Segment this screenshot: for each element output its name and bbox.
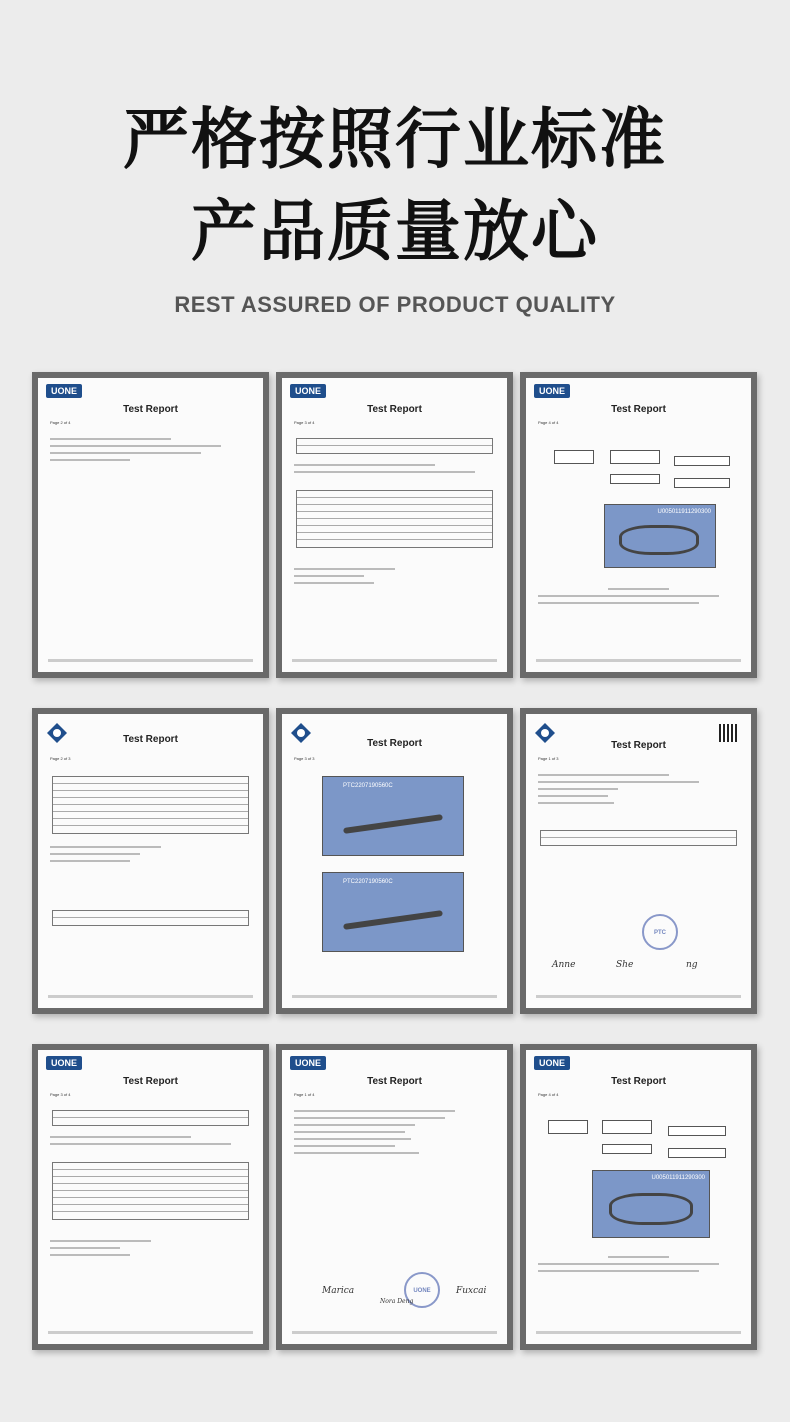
- report-page: [526, 378, 751, 672]
- page-number: Page 2 of 3: [50, 756, 71, 761]
- headline-subtitle: REST ASSURED OF PRODUCT QUALITY: [174, 292, 616, 317]
- report-meta: [50, 420, 251, 425]
- page-number: Page 4 of 4: [538, 420, 559, 425]
- uone-logo: UONE: [46, 384, 82, 398]
- flow-box: [602, 1120, 652, 1134]
- signature-checker: Nora Deng: [380, 1298, 414, 1305]
- report-footer: [48, 995, 253, 998]
- page-number: Page 1 of 4: [294, 1092, 315, 1097]
- materials-table: [52, 1110, 249, 1126]
- photo-label: PTC2207190560C: [343, 879, 393, 885]
- certification-stamp-icon: [642, 914, 678, 950]
- report-meta: [538, 1092, 739, 1097]
- report-page: [282, 714, 507, 1008]
- page-number: Page 3 of 3: [294, 756, 315, 761]
- results-table: [52, 776, 249, 834]
- report-title: Test Report: [367, 1076, 422, 1087]
- report-frame-8: [276, 1044, 513, 1350]
- headline-line-1: 严格按照行业标准: [123, 101, 667, 178]
- flow-box: [610, 450, 660, 464]
- flow-box: [674, 456, 730, 466]
- report-title: Test Report: [367, 404, 422, 415]
- signature-approver: Fuxcai: [456, 1286, 487, 1296]
- text-lines: [294, 464, 495, 478]
- report-footer: [536, 1331, 741, 1334]
- report-page: [282, 1050, 507, 1344]
- report-frame-4: [32, 708, 269, 1014]
- report-meta: [538, 756, 739, 761]
- report-footer: [48, 659, 253, 662]
- signature-preparer: Anne: [552, 960, 576, 970]
- sample-tube: [609, 1193, 693, 1225]
- notes-lines: [50, 1240, 251, 1261]
- sample-photo: [604, 504, 716, 568]
- report-page: [526, 714, 751, 1008]
- report-page: [38, 714, 263, 1008]
- report-title: Test Report: [123, 734, 178, 745]
- flow-box: [554, 450, 594, 464]
- photo-label: PTC2207190560C: [343, 783, 393, 789]
- report-frame-3: [520, 372, 757, 678]
- page-number: Page 3 of 4: [294, 420, 315, 425]
- sample-photo: [322, 872, 464, 952]
- flow-box: [674, 478, 730, 488]
- photo-label: U005011911290300: [651, 1175, 705, 1181]
- report-title: Test Report: [367, 738, 422, 749]
- results-table: [296, 490, 493, 548]
- flow-box: [602, 1144, 652, 1154]
- report-footer: [536, 659, 741, 662]
- report-frame-5: [276, 708, 513, 1014]
- report-footer: [292, 659, 497, 662]
- stamp-label: PTC: [654, 930, 666, 936]
- notes-lines: [50, 846, 251, 867]
- report-meta: [50, 1092, 251, 1097]
- report-meta: [294, 420, 495, 425]
- flow-box: [668, 1148, 726, 1158]
- flow-box: [610, 474, 660, 484]
- text-lines: [50, 1136, 251, 1150]
- sample-photo: [592, 1170, 710, 1238]
- results-table: [52, 1162, 249, 1220]
- report-title: Test Report: [123, 404, 178, 415]
- report-page: [282, 378, 507, 672]
- report-footer: [48, 1331, 253, 1334]
- report-page: [526, 1050, 751, 1344]
- page-number: Page 1 of 3: [538, 756, 559, 761]
- report-meta: [294, 1092, 495, 1097]
- report-title: Test Report: [611, 740, 666, 751]
- stamp-label: UONE: [413, 1288, 431, 1294]
- signature-preparer: Marica: [322, 1286, 355, 1296]
- report-frame-7: [32, 1044, 269, 1350]
- page-number: Page 4 of 4: [538, 1092, 559, 1097]
- uone-logo: UONE: [534, 1056, 570, 1070]
- sample-tube: [343, 814, 443, 834]
- materials-table: [52, 910, 249, 926]
- report-meta: [294, 756, 495, 761]
- hero-banner: [0, 0, 790, 360]
- report-meta: [50, 756, 251, 761]
- sample-tube: [619, 525, 699, 555]
- report-title: Test Report: [611, 404, 666, 415]
- uone-logo: UONE: [534, 384, 570, 398]
- requirement-table: [540, 830, 737, 846]
- sample-tube: [343, 910, 443, 930]
- text-lines: [538, 588, 739, 609]
- report-page: [38, 378, 263, 672]
- headline-line-2: 产品质量放心: [191, 193, 599, 270]
- report-footer: [536, 995, 741, 998]
- report-frame-1: [32, 372, 269, 678]
- notes-lines: [294, 568, 495, 589]
- report-footer: [292, 1331, 497, 1334]
- uone-logo: UONE: [46, 1056, 82, 1070]
- report-title: Test Report: [611, 1076, 666, 1087]
- report-title: Test Report: [123, 1076, 178, 1087]
- materials-table: [296, 438, 493, 454]
- flow-box: [548, 1120, 588, 1134]
- signature-approver: ng: [686, 960, 698, 970]
- report-page: [38, 1050, 263, 1344]
- report-frame-2: [276, 372, 513, 678]
- text-lines: [294, 1110, 495, 1159]
- signature-checker: She: [616, 960, 634, 970]
- page-number: Page 3 of 4: [50, 1092, 71, 1097]
- photo-label: U005011911290300: [657, 509, 711, 515]
- report-frame-9: [520, 1044, 757, 1350]
- sample-photo: [322, 776, 464, 856]
- page-number: Page 2 of 4: [50, 420, 71, 425]
- text-lines: [538, 1256, 739, 1277]
- flow-box: [668, 1126, 726, 1136]
- uone-logo: UONE: [290, 1056, 326, 1070]
- uone-logo: UONE: [290, 384, 326, 398]
- report-frame-6: [520, 708, 757, 1014]
- report-footer: [292, 995, 497, 998]
- text-lines: [50, 438, 251, 466]
- text-lines: [538, 774, 739, 809]
- report-meta: [538, 420, 739, 425]
